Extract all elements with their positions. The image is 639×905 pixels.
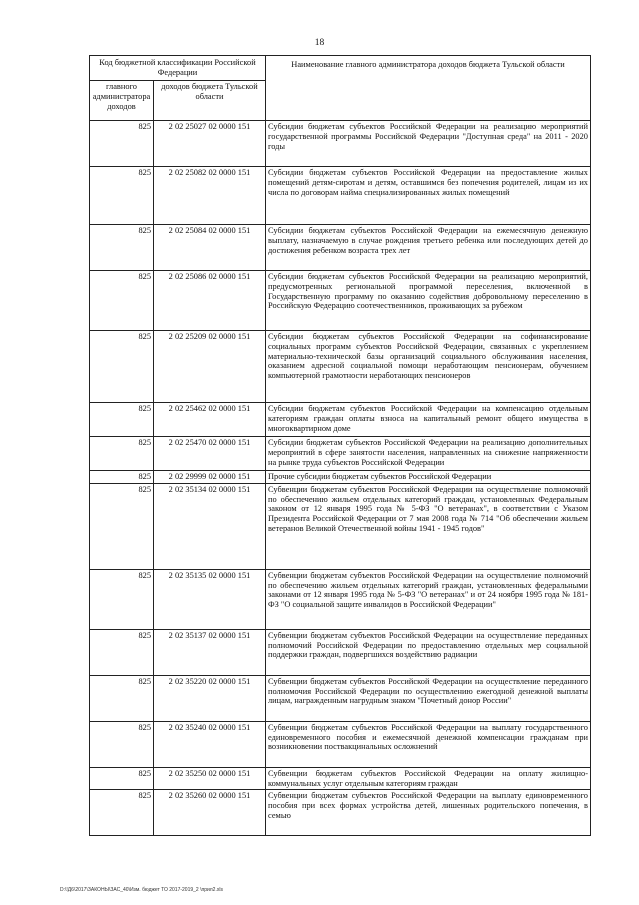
table-row <box>90 167 591 225</box>
row-income-code: 2 02 25470 02 0000 151 <box>154 437 266 471</box>
table-row <box>90 471 591 484</box>
row-name: Субвенции бюджетам субъектов Российской Федерации на выплату единовременного пособия при всех формах устройства детей, лишенных родительского попечения, в семью <box>266 790 591 836</box>
row-income-code: 2 02 35260 02 0000 151 <box>154 790 266 836</box>
row-income-code: 2 02 35220 02 0000 151 <box>154 675 266 721</box>
row-income-code: 2 02 25027 02 0000 151 <box>154 121 266 167</box>
row-admin-code: 825 <box>90 569 154 629</box>
row-admin-code: 825 <box>90 483 154 569</box>
row-name: Субсидии бюджетам субъектов Российской Федерации на софинансирование социальных программ субъектов Российской Федерации, связанных с укреплением материально-технической базы организаций социального обслуживания населения, оказанием адресной социальной помощи неработающим пенсионерам, обучением компьютерной грамотности неработающих пенсионеров <box>266 331 591 403</box>
row-income-code: 2 02 25462 02 0000 151 <box>154 403 266 437</box>
row-income-code: 2 02 25086 02 0000 151 <box>154 271 266 331</box>
row-name: Субвенции бюджетам субъектов Российской Федерации на выплату государственного единовременного пособия и ежемесячной денежной компенсации гражданам при возникновении поствакцинальных осложнений <box>266 721 591 767</box>
row-admin-code: 825 <box>90 629 154 675</box>
row-admin-code: 825 <box>90 721 154 767</box>
table-row <box>90 483 591 569</box>
row-admin-code: 825 <box>90 675 154 721</box>
header-col-admin: главного администратора доходов <box>90 81 154 121</box>
row-income-code: 2 02 35250 02 0000 151 <box>154 767 266 790</box>
row-name: Субсидии бюджетам субъектов Российской Федерации на реализацию мероприятий, предусмотренных региональной программой переселения, включенной в Государственную программу по оказанию содействия добровольному переселению в Российскую Федерацию соотечественников, проживающих за рубежом <box>266 271 591 331</box>
row-name: Прочие субсидии бюджетам субъектов Российской Федерации <box>266 471 591 484</box>
row-income-code: 2 02 35135 02 0000 151 <box>154 569 266 629</box>
table-row <box>90 790 591 836</box>
footer-file-path: D:\!Д6\2017\ЗАКОНЫ\ЗАС_40\Изм. бюджет ТО 2017-2019_2 \прил2.xls <box>60 887 223 893</box>
row-admin-code: 825 <box>90 437 154 471</box>
row-admin-code: 825 <box>90 790 154 836</box>
table-row <box>90 225 591 271</box>
row-name: Субвенции бюджетам субъектов Российской Федерации на осуществление полномочий по обеспечению жильем отдельных категорий граждан, установленных федеральными законами от 12 января 1995 года № 5-ФЗ "О ветеранах" и от 24 ноября 1995 года № 181-ФЗ "О социальной защите инвалидов в Российской Федерации" <box>266 569 591 629</box>
row-name: Субсидии бюджетам субъектов Российской Федерации на реализацию дополнительных мероприятий в сфере занятости населения, направленных на снижение напряженности на рынке труда субъектов Российской Федерации <box>266 437 591 471</box>
table-row <box>90 675 591 721</box>
row-admin-code: 825 <box>90 331 154 403</box>
row-admin-code: 825 <box>90 121 154 167</box>
row-income-code: 2 02 25084 02 0000 151 <box>154 225 266 271</box>
row-name: Субвенции бюджетам субъектов Российской Федерации на осуществление переданного полномочия Российской Федерации по осуществлению ежегодной денежной выплаты лицам, награжденным нагрудным знаком "Почетный донор России" <box>266 675 591 721</box>
header-col-income: доходов бюджета Тульской области <box>154 81 266 121</box>
row-income-code: 2 02 29999 02 0000 151 <box>154 471 266 484</box>
table-body <box>90 121 591 836</box>
page-number: 18 <box>314 38 325 48</box>
row-name: Субсидии бюджетам субъектов Российской Федерации на предоставление жилых помещений детям-сиротам и детям, оставшимся без попечения родителей, лицам из их числа по договорам найма специализированных жилых помещений <box>266 167 591 225</box>
row-name: Субсидии бюджетам субъектов Российской Федерации на компенсацию отдельным категориям граждан оплаты взноса на капитальный ремонт общего имущества в многоквартирном доме <box>266 403 591 437</box>
header-col-name: Наименование главного администратора доходов бюджета Тульской области <box>266 56 591 121</box>
table-row <box>90 629 591 675</box>
table-row <box>90 767 591 790</box>
row-income-code: 2 02 25082 02 0000 151 <box>154 167 266 225</box>
row-income-code: 2 02 35137 02 0000 151 <box>154 629 266 675</box>
row-income-code: 2 02 35240 02 0000 151 <box>154 721 266 767</box>
header-group-title: Код бюджетной классификации Российской Федерации <box>90 56 266 81</box>
table-row <box>90 403 591 437</box>
row-name: Субвенции бюджетам субъектов Российской Федерации на осуществление полномочий по обеспечению жильем отдельных категорий граждан, установленных Федеральным законом от 12 января 1995 года № 5-ФЗ "О ветеранах", в соответствии с Указом Президента Российской Федерации от 7 мая 2008 года № 714 "Об обеспечении жильем ветеранов Великой Отечественной войны 1941 - 1945 годов" <box>266 483 591 569</box>
row-admin-code: 825 <box>90 403 154 437</box>
row-income-code: 2 02 25209 02 0000 151 <box>154 331 266 403</box>
row-admin-code: 825 <box>90 271 154 331</box>
row-name: Субвенции бюджетам субъектов Российской Федерации на осуществление переданных полномочий Российской Федерации по предоставлению отдельных мер социальной поддержки граждан, подвергшихся воздействию радиации <box>266 629 591 675</box>
row-name: Субсидии бюджетам субъектов Российской Федерации на ежемесячную денежную выплату, назначаемую в случае рождения третьего ребенка или последующих детей до достижения ребенком возраста трех лет <box>266 225 591 271</box>
row-admin-code: 825 <box>90 471 154 484</box>
row-name: Субвенции бюджетам субъектов Российской Федерации на оплату жилищно-коммунальных услуг отдельным категориям граждан <box>266 767 591 790</box>
table-row <box>90 437 591 471</box>
table-row <box>90 271 591 331</box>
row-admin-code: 825 <box>90 767 154 790</box>
table-row <box>90 721 591 767</box>
budget-classification-table <box>89 55 591 836</box>
row-income-code: 2 02 35134 02 0000 151 <box>154 483 266 569</box>
table-row <box>90 331 591 403</box>
table-row <box>90 569 591 629</box>
row-admin-code: 825 <box>90 225 154 271</box>
table-header <box>90 56 591 121</box>
table-row <box>90 121 591 167</box>
row-admin-code: 825 <box>90 167 154 225</box>
row-name: Субсидии бюджетам субъектов Российской Федерации на реализацию мероприятий государственной программы Российской Федерации "Доступная среда" на 2011 - 2020 годы <box>266 121 591 167</box>
